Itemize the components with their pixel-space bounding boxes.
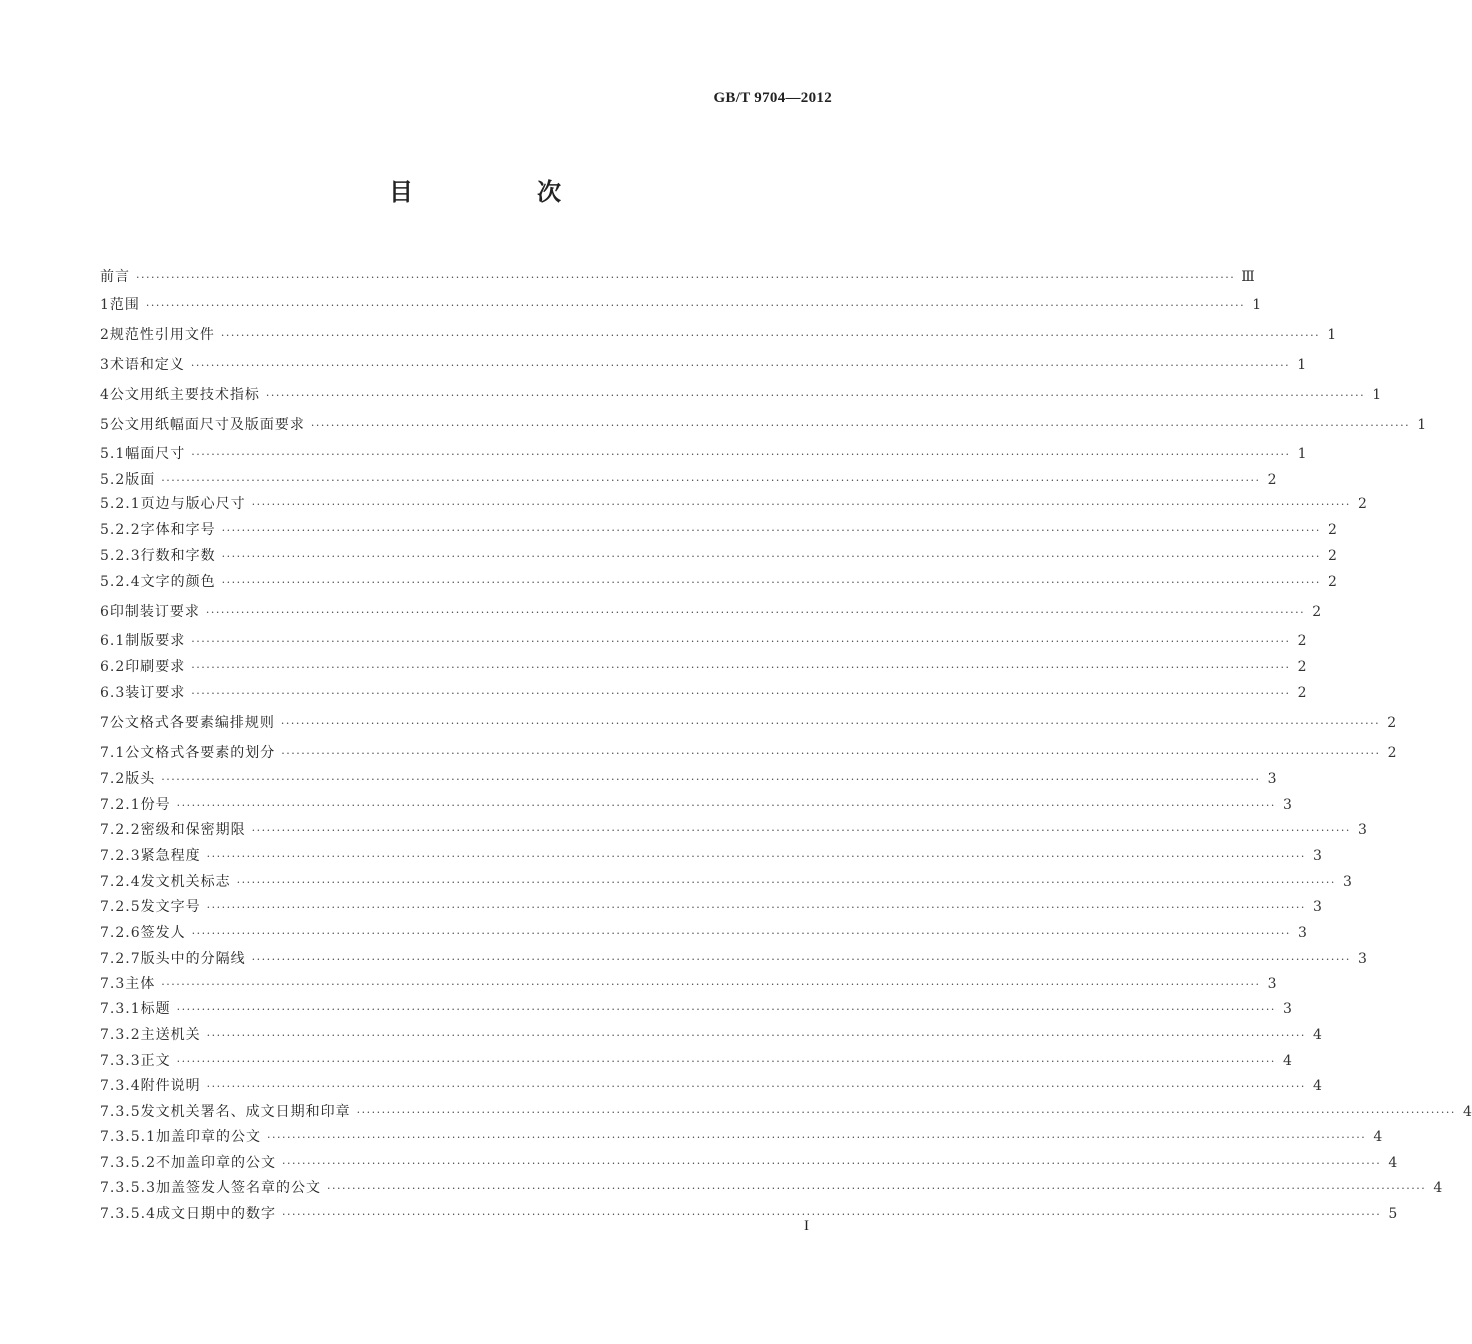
toc-entry-label: 主送机关: [140, 1027, 201, 1043]
toc-dot-leader: ····························································································································································································································: [281, 1208, 1382, 1221]
toc-entry-page: 3: [1282, 797, 1292, 813]
toc-entry-page: 4: [1433, 1180, 1443, 1196]
toc-entry-number: 7.2.5: [100, 899, 141, 915]
toc-entry[interactable]: [100, 1128, 1383, 1147]
toc-entry-label: 印制装订要求: [109, 604, 200, 620]
toc-entry-label: 印刷要求: [125, 659, 186, 675]
toc-entry-label: 公文用纸主要技术指标: [109, 387, 260, 403]
toc-dot-leader: ····························································································································································································································: [281, 747, 1381, 760]
toc-entry[interactable]: [100, 603, 1322, 622]
toc-dot-leader: ····························································································································································································································: [161, 978, 1261, 991]
toc-entry[interactable]: [100, 416, 1427, 435]
toc-entry-label: 术语和定义: [109, 357, 185, 373]
toc-dot-leader: ····························································································································································································································: [191, 927, 1291, 940]
toc-entry-number: 7.2.2: [100, 822, 141, 838]
toc-entry[interactable]: [100, 821, 1367, 840]
toc-entry-page: 4: [1373, 1129, 1383, 1145]
toc-entry[interactable]: [100, 445, 1307, 464]
toc-entry[interactable]: [100, 1077, 1322, 1096]
toc-entry-label: 主体: [125, 976, 156, 992]
toc-entry-label: 成文日期中的数字: [155, 1206, 276, 1222]
toc-entry-label: 范围: [109, 297, 140, 313]
toc-entry-label: 前言: [100, 269, 130, 285]
toc-entry[interactable]: [100, 296, 1262, 315]
toc-entry-page: 3: [1312, 899, 1322, 915]
toc-entry-number: 7.3.5.4: [100, 1206, 156, 1222]
toc-entry-label: 文字的颜色: [140, 574, 216, 590]
toc-entry-page: 3: [1357, 822, 1367, 838]
toc-entry-page: 2: [1387, 715, 1397, 731]
toc-dot-leader: ····························································································································································································································: [205, 606, 1306, 619]
toc-entry-page: 3: [1282, 1001, 1292, 1017]
toc-entry-number: 7.3.5: [100, 1104, 141, 1120]
toc-entry-label: 幅面尺寸: [125, 446, 186, 462]
toc-entry-page: 2: [1327, 574, 1337, 590]
toc-entry[interactable]: [100, 471, 1277, 490]
toc-dot-leader: ····························································································································································································································: [191, 661, 1291, 674]
toc-dot-leader: ····························································································································································································································: [251, 498, 1351, 511]
toc-dot-leader: ····························································································································································································································: [206, 850, 1306, 863]
toc-entry[interactable]: [100, 386, 1382, 405]
toc-entry-number: 2: [100, 327, 110, 343]
toc-dot-leader: ····························································································································································································································: [191, 635, 1291, 648]
toc-entry-page: 2: [1357, 496, 1367, 512]
toc-entry-number: 5.2.2: [100, 522, 141, 538]
toc-dot-leader: ····························································································································································································································: [310, 419, 1411, 432]
toc-entry-label: 版头中的分隔线: [140, 951, 246, 967]
toc-entry-number: 4: [100, 387, 110, 403]
toc-entry-page: 4: [1282, 1053, 1292, 1069]
toc-entry-label: 规范性引用文件: [109, 327, 215, 343]
toc-dot-leader: ····························································································································································································································: [161, 773, 1261, 786]
toc-entry-number: 7.3.2: [100, 1027, 141, 1043]
toc-entry-label: 正文: [140, 1053, 171, 1069]
toc-entry[interactable]: [100, 1000, 1292, 1019]
toc-entry[interactable]: [100, 1052, 1292, 1071]
toc-entry-number: 7.3.1: [100, 1001, 141, 1017]
toc-entry-label: 签发人: [140, 925, 186, 941]
toc-entry-number: 7.3.5.1: [100, 1129, 156, 1145]
toc-entry-page: 5: [1388, 1206, 1398, 1222]
toc-entry-number: 7.3.4: [100, 1078, 141, 1094]
toc-entry-page: 1: [1297, 446, 1307, 462]
toc-entry-number: 5.2.3: [100, 548, 141, 564]
toc-entry[interactable]: [100, 547, 1337, 566]
toc-dot-leader: ····························································································································································································································: [176, 1055, 1276, 1068]
standard-code: GB/T 9704—2012: [713, 90, 832, 106]
toc-entry[interactable]: [100, 898, 1322, 917]
toc-entry[interactable]: [100, 573, 1337, 592]
toc-entry-number: 6: [100, 604, 110, 620]
toc-entry-label: 页边与版心尺寸: [140, 496, 246, 512]
toc-entry-page: 1: [1297, 357, 1307, 373]
toc-dot-leader: ····························································································································································································································: [280, 717, 1381, 730]
toc-entry[interactable]: [100, 770, 1277, 789]
toc-entry-page: 3: [1357, 951, 1367, 967]
toc-entry-page: 2: [1327, 548, 1337, 564]
toc-entry-label: 标题: [140, 1001, 171, 1017]
toc-dot-leader: ····························································································································································································································: [221, 576, 1321, 589]
toc-entry-page: 2: [1297, 659, 1307, 675]
toc-entry-page: 2: [1297, 685, 1307, 701]
toc-dot-leader: ····························································································································································································································: [266, 1131, 1367, 1144]
toc-dot-leader: ····························································································································································································································: [251, 953, 1351, 966]
toc-dot-leader: ····························································································································································································································: [161, 474, 1261, 487]
toc-entry-number: 5.2.4: [100, 574, 141, 590]
toc-entry-number: 3: [100, 357, 110, 373]
toc-entry[interactable]: [100, 924, 1307, 943]
toc-entry-page: 2: [1297, 633, 1307, 649]
toc-entry[interactable]: [100, 356, 1307, 375]
toc-dot-leader: ····························································································································································································································: [221, 524, 1321, 537]
toc-entry-label: 发文机关标志: [140, 874, 231, 890]
toc-entry-number: 1: [100, 297, 110, 313]
toc-dot-leader: ····························································································································································································································: [191, 448, 1291, 461]
toc-entry-label: 装订要求: [125, 685, 186, 701]
toc-dot-leader: ····························································································································································································································: [190, 359, 1291, 372]
toc-entry-label: 加盖印章的公文: [155, 1129, 261, 1145]
toc-entry[interactable]: [100, 495, 1367, 514]
toc-entry-page: 3: [1267, 976, 1277, 992]
toc-entry[interactable]: [100, 326, 1337, 345]
toc-entry[interactable]: [100, 1103, 1472, 1122]
toc-entry-page: 2: [1387, 745, 1397, 761]
toc-entry[interactable]: [100, 744, 1397, 763]
toc-entry-number: 7.3.5.2: [100, 1155, 156, 1171]
toc-entry-label: 行数和字数: [140, 548, 216, 564]
toc-entry-page: 1: [1417, 417, 1427, 433]
toc-dot-leader: ····························································································································································································································: [251, 824, 1351, 837]
toc-entry[interactable]: [100, 658, 1307, 677]
toc-dot-leader: ····························································································································································································································: [326, 1182, 1427, 1195]
toc-entry-page: 1: [1327, 327, 1337, 343]
table-of-contents: [100, 255, 1472, 1235]
toc-dot-leader: ····························································································································································································································: [281, 1157, 1382, 1170]
toc-entry-label: 密级和保密期限: [140, 822, 246, 838]
toc-entry[interactable]: [100, 847, 1322, 866]
toc-entry-page: 1: [1372, 387, 1382, 403]
toc-entry-number: 7.3.3: [100, 1053, 141, 1069]
toc-entry-page: 3: [1267, 771, 1277, 787]
toc-entry-page: Ⅲ: [1241, 269, 1255, 285]
toc-entry[interactable]: [100, 632, 1307, 651]
toc-entry-label: 版头: [125, 771, 156, 787]
toc-dot-leader: ····························································································································································································································: [176, 1003, 1276, 1016]
toc-dot-leader: ····························································································································································································································: [356, 1106, 1456, 1119]
toc-dot-leader: ····························································································································································································································: [191, 687, 1291, 700]
toc-entry-number: 7.3.5.3: [100, 1180, 156, 1196]
toc-entry[interactable]: [100, 796, 1292, 815]
toc-dot-leader: ····························································································································································································································: [220, 329, 1321, 342]
toc-entry-page: 2: [1327, 522, 1337, 538]
toc-entry-number: 7: [100, 715, 110, 731]
toc-dot-leader: ····························································································································································································································: [206, 901, 1306, 914]
toc-dot-leader: ····························································································································································································································: [176, 799, 1276, 812]
toc-entry-label: 加盖签发人签名章的公文: [155, 1180, 321, 1196]
toc-entry[interactable]: [100, 268, 1255, 287]
toc-dot-leader: ····························································································································································································································: [265, 389, 1366, 402]
toc-entry-number: 7.2.6: [100, 925, 141, 941]
toc-entry-number: 7.3: [100, 976, 126, 992]
toc-dot-leader: ····························································································································································································································: [206, 1029, 1306, 1042]
toc-entry-label: 发文字号: [140, 899, 201, 915]
toc-entry-label: 制版要求: [125, 633, 186, 649]
toc-entry-number: 5.1: [100, 446, 126, 462]
toc-entry[interactable]: [100, 1026, 1322, 1045]
toc-entry-number: 5.2.1: [100, 496, 141, 512]
toc-entry-label: 公文格式各要素的划分: [125, 745, 276, 761]
toc-dot-leader: ····························································································································································································································: [136, 271, 1236, 284]
page-number: I: [804, 1218, 809, 1234]
toc-entry-label: 公文格式各要素编排规则: [109, 715, 275, 731]
toc-entry-number: 6.3: [100, 685, 126, 701]
toc-entry-number: 7.2.7: [100, 951, 141, 967]
toc-entry-number: 7.2.1: [100, 797, 141, 813]
toc-entry-number: 6.2: [100, 659, 126, 675]
toc-entry-page: 3: [1342, 874, 1352, 890]
page-title: 目 次: [389, 177, 611, 206]
toc-entry-page: 4: [1312, 1078, 1322, 1094]
toc-entry-label: 发文机关署名、成文日期和印章: [140, 1104, 351, 1120]
toc-dot-leader: ····························································································································································································································: [206, 1080, 1306, 1093]
toc-entry[interactable]: [100, 873, 1352, 892]
toc-entry[interactable]: [100, 714, 1397, 733]
toc-entry[interactable]: [100, 950, 1367, 969]
toc-entry[interactable]: [100, 975, 1277, 994]
toc-entry-page: 3: [1297, 925, 1307, 941]
toc-entry-number: 5: [100, 417, 110, 433]
toc-entry-label: 附件说明: [140, 1078, 201, 1094]
toc-entry[interactable]: [100, 1205, 1398, 1224]
toc-entry-number: 7.2.3: [100, 848, 141, 864]
toc-entry[interactable]: [100, 1179, 1443, 1198]
toc-entry[interactable]: [100, 684, 1307, 703]
toc-dot-leader: ····························································································································································································································: [145, 299, 1246, 312]
toc-dot-leader: ····························································································································································································································: [236, 876, 1336, 889]
toc-entry-number: 6.1: [100, 633, 126, 649]
toc-entry-label: 字体和字号: [140, 522, 216, 538]
toc-entry-page: 4: [1462, 1104, 1472, 1120]
toc-entry-page: 4: [1388, 1155, 1398, 1171]
toc-entry-number: 7.1: [100, 745, 126, 761]
toc-entry-page: 3: [1312, 848, 1322, 864]
toc-entry-page: 4: [1312, 1027, 1322, 1043]
toc-entry-label: 版面: [125, 472, 156, 488]
toc-entry-number: 5.2: [100, 472, 126, 488]
toc-entry-number: 7.2: [100, 771, 126, 787]
toc-entry[interactable]: [100, 521, 1337, 540]
toc-entry-label: 公文用纸幅面尺寸及版面要求: [109, 417, 305, 433]
toc-entry-page: 2: [1312, 604, 1322, 620]
toc-entry-page: 1: [1252, 297, 1262, 313]
toc-entry-number: 7.2.4: [100, 874, 141, 890]
toc-entry-label: 紧急程度: [140, 848, 201, 864]
toc-entry[interactable]: [100, 1154, 1398, 1173]
toc-entry-label: 份号: [140, 797, 171, 813]
toc-entry-label: 不加盖印章的公文: [155, 1155, 276, 1171]
toc-entry-page: 2: [1267, 472, 1277, 488]
toc-dot-leader: ····························································································································································································································: [221, 550, 1321, 563]
